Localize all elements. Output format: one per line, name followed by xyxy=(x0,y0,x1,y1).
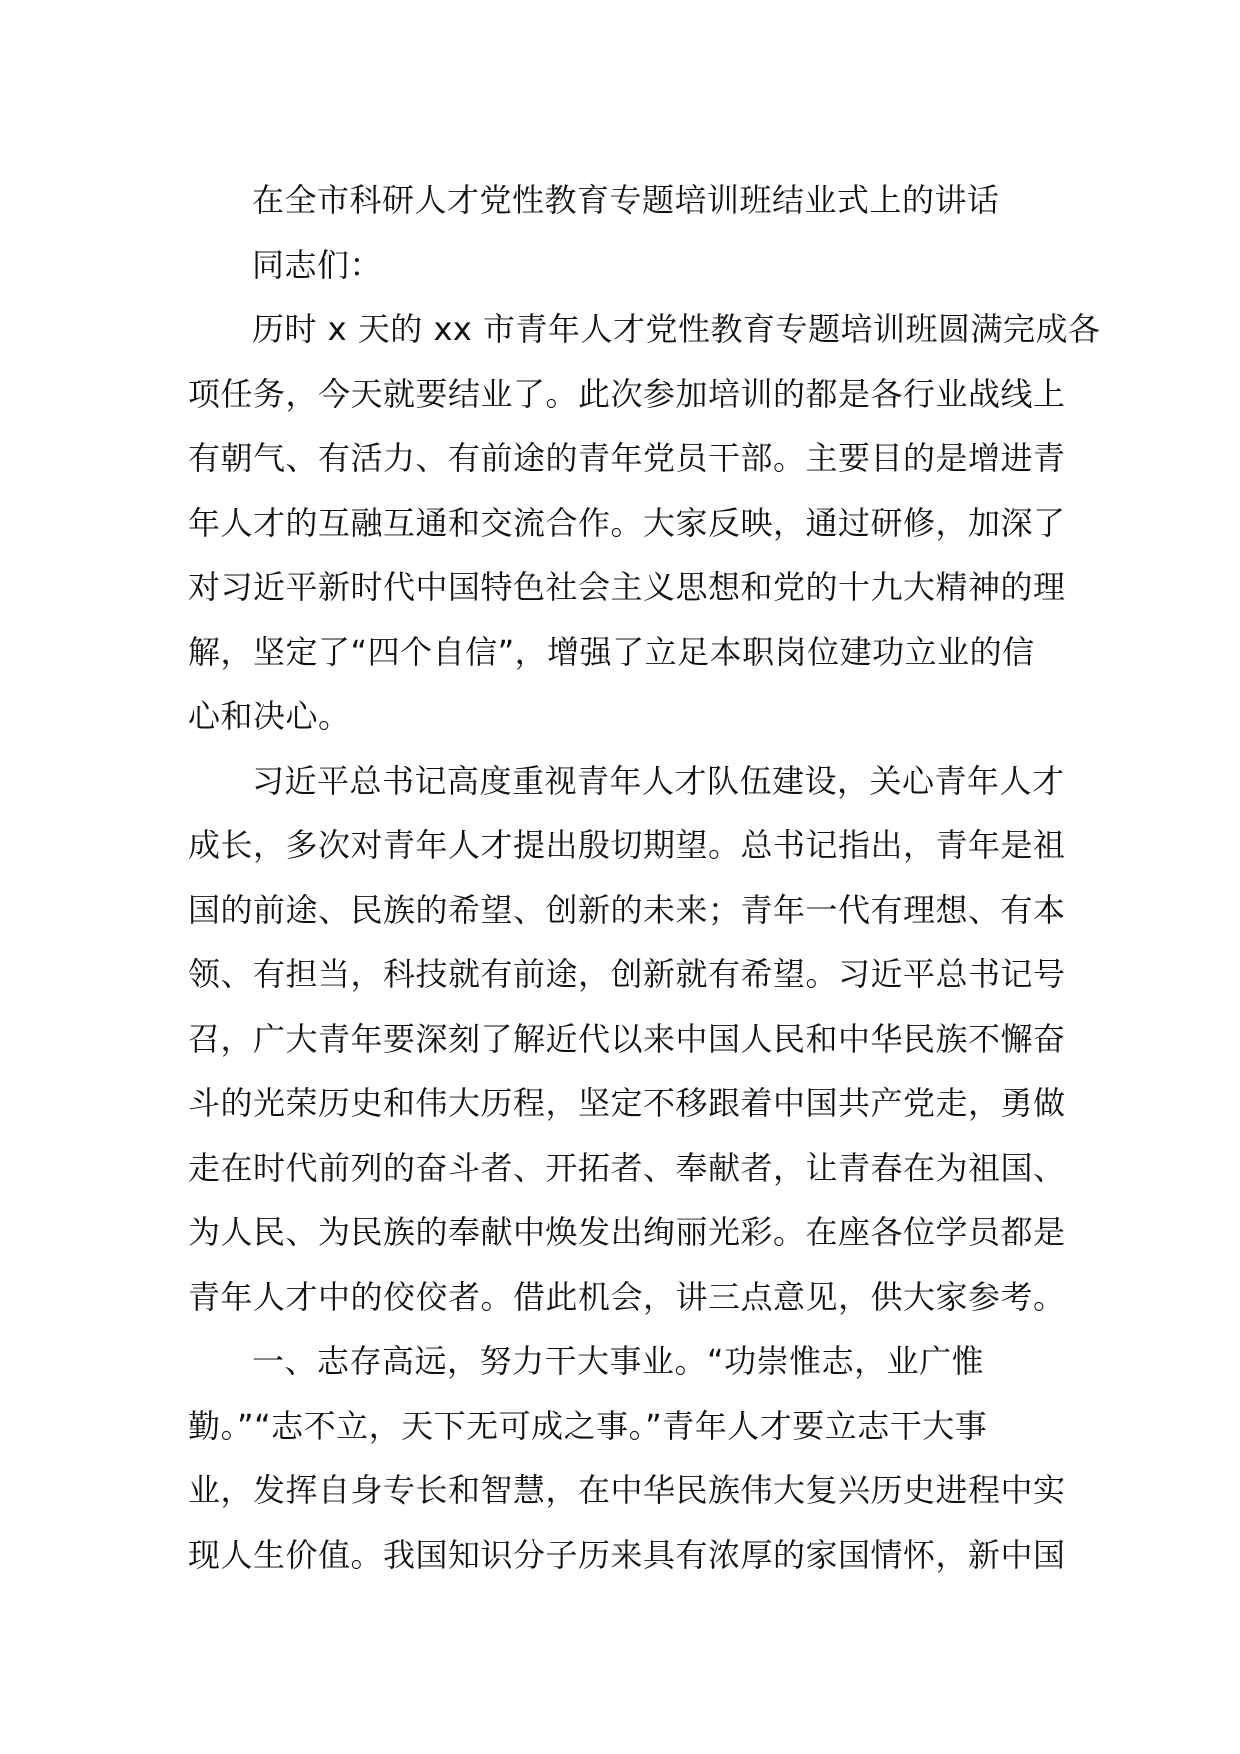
paragraph-line: 现人生价值。我国知识分子历来具有浓厚的家国情怀，新中国 xyxy=(188,1535,1066,1574)
paragraph-line: 走在时代前列的奋斗者、开拓者、奉献者，让青春在为祖国、 xyxy=(188,1148,1066,1187)
paragraph-line: 召，广大青年要深刻了解近代以来中国人民和中华民族不懈奋 xyxy=(188,1019,1066,1058)
paragraph-3 xyxy=(188,1329,1066,1587)
paragraph-line: 年人才的互融互通和交流合作。大家反映，通过研修，加深了 xyxy=(188,503,1066,542)
paragraph-line: 国的前途、民族的希望、创新的未来；青年一代有理想、有本 xyxy=(188,890,1066,929)
document-body xyxy=(188,168,1101,1587)
paragraph-line: 心和决心。 xyxy=(188,697,351,735)
paragraph-line: 青年人才中的佼佼者。借此机会，讲三点意见，供大家参考。 xyxy=(188,1277,1066,1316)
paragraph-line: 习近平总书记高度重视青年人才队伍建设，关心青年人才 xyxy=(252,761,1065,800)
paragraph-line: 解，坚定了“四个自信”，增强了立足本职岗位建功立业的信 xyxy=(188,632,1035,671)
paragraph-line: 一、志存高远，努力干大事业。“功崇惟志，业广惟 xyxy=(252,1342,985,1380)
paragraph-line: 历时 x 天的 xx 市青年人才党性教育专题培训班圆满完成各 xyxy=(252,310,1101,348)
salutation: 同志们： xyxy=(252,245,383,284)
paragraph-line: 对习近平新时代中国特色社会主义思想和党的十九大精神的理 xyxy=(188,568,1066,606)
paragraph-line: 业，发挥自身专长和智慧，在中华民族伟大复兴历史进程中实 xyxy=(188,1471,1066,1509)
paragraph-line: 为人民、为民族的奉献中焕发出绚丽光彩。在座各位学员都是 xyxy=(188,1213,1066,1251)
paragraph-line: 斗的光荣历史和伟大历程，坚定不移跟着中国共产党走，勇做 xyxy=(188,1084,1066,1122)
paragraph-line: 领、有担当，科技就有前途，创新就有希望。习近平总书记号 xyxy=(188,955,1066,993)
paragraph-1 xyxy=(188,297,1101,749)
paragraph-line: 有朝气、有活力、有前途的青年党员干部。主要目的是增进青 xyxy=(188,439,1066,477)
paragraph-2 xyxy=(188,749,1066,1330)
paragraph-line: 项任务，今天就要结业了。此次参加培训的都是各行业战线上 xyxy=(188,374,1066,413)
paragraph-line: 勤。”“志不立，天下无可成之事。”青年人才要立志干大事 xyxy=(188,1406,988,1445)
document-title: 在全市科研人才党性教育专题培训班结业式上的讲话 xyxy=(252,181,1000,219)
paragraph-line: 成长，多次对青年人才提出殷切期望。总书记指出，青年是祖 xyxy=(188,826,1066,864)
